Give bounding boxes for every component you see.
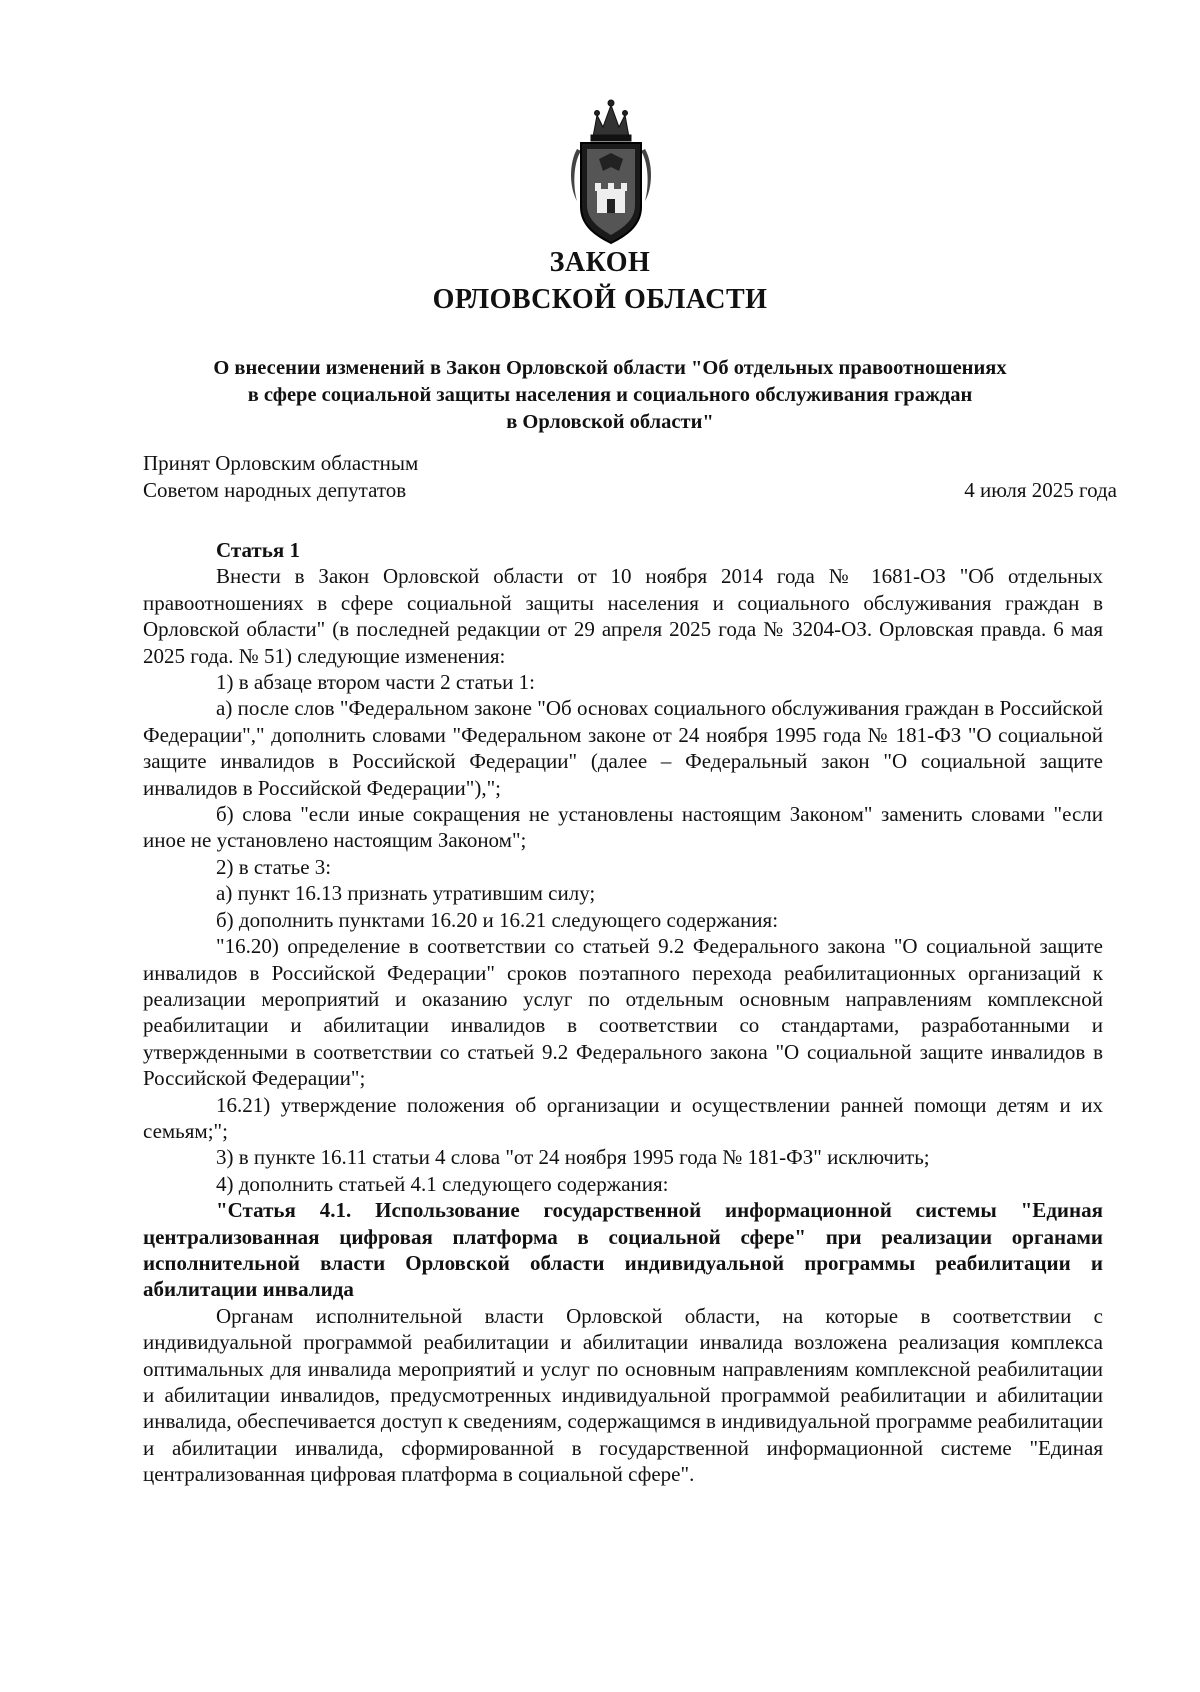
adopted-by-line: Принят Орловским областным — [143, 451, 419, 475]
paragraph: 3) в пункте 16.11 статьи 4 слова "от 24 ноября 1995 года № 181-ФЗ" исключить; — [216, 1145, 930, 1170]
article-4-1-heading: "Статья 4.1. Использование государственной информационной системы "Единая централизованная цифровая платформа в социальной сфере" при реализации органами исполнительной власти Орловской области индивидуальной программы реабилитации и абилитации инвалида — [143, 1198, 1103, 1302]
paragraph: 2) в статье 3: — [216, 854, 332, 879]
paragraph: б) дополнить пунктами 16.20 и 16.21 следующего содержания: — [216, 907, 779, 932]
paragraph: 16.21) утверждение положения об организации и осуществлении ранней помощи детям и их семьям;"; — [143, 1092, 1103, 1143]
document-body — [143, 537, 1103, 1488]
document-subtitle — [140, 355, 1080, 436]
paragraph: а) пункт 16.13 признать утратившим силу; — [216, 881, 596, 906]
coat-of-arms-icon — [563, 97, 659, 245]
paragraph: а) после слов "Федеральном законе "Об основах социального обслуживания граждан в Российской Федерации"," дополнить словами "Федеральном законе от 24 ноября 1995 года № 181-ФЗ "О социальной защите инвалидов в Российской Федерации" (далее – Федеральный закон "О социальной защите инвалидов в Российской Федерации"),"; — [143, 696, 1103, 800]
paragraph: 4) дополнить статьей 4.1 следующего содержания: — [216, 1171, 669, 1196]
adopted-by — [143, 450, 418, 504]
paragraph: Органам исполнительной власти Орловской области, на которые в соответствии с индивидуальной программой реабилитации и абилитации инвалида возложена реализация комплекса оптимальных для инвалида мероприятий и услуг по основным направлениям комплексной реабилитации и абилитации инвалидов, предусмотренных индивидуальной программой реабилитации и абилитации инвалида, обеспечивается доступ к сведениям, содержащимся в индивидуальной программе реабилитации и абилитации инвалида, сформированной в государственной информационной системе "Единая централизованная цифровая платформа в социальной сфере". — [143, 1303, 1103, 1487]
paragraph: Внести в Закон Орловской области от 10 ноября 2014 года № 1681-ОЗ "Об отдельных правоотношениях в сфере социальной защиты населения и социального обслуживания граждан в Орловской области" (в последней редакции от 29 апреля 2025 года № 3204-ОЗ. Орловская правда. 6 мая 2025 года. № 51) следующие изменения: — [143, 564, 1103, 668]
document-title-region: ОРЛОВСКОЙ ОБЛАСТИ — [432, 284, 768, 315]
subtitle-line: О внесении изменений в Закон Орловской области "Об отдельных правоотношениях — [213, 357, 1007, 379]
adopted-by-line: Советом народных депутатов — [143, 478, 407, 502]
subtitle-line: в сфере социальной защиты населения и социального обслуживания граждан — [247, 384, 973, 406]
subtitle-line: в Орловской области" — [506, 411, 714, 433]
paragraph: 1) в абзаце втором части 2 статьи 1: — [216, 670, 535, 695]
paragraph: б) слова "если иные сокращения не установлены настоящим Законом" заменить словами "если иное не установлено настоящим Законом"; — [143, 802, 1103, 853]
article-heading: Статья 1 — [216, 538, 300, 562]
adoption-date: 4 июля 2025 года — [964, 478, 1117, 502]
document-title: ЗАКОН — [549, 247, 651, 278]
paragraph: "16.20) определение в соответствии со статьей 9.2 Федерального закона "О социальной защите инвалидов в Российской Федерации" сроков поэтапного перехода реабилитационных организаций к реализации мероприятий и оказанию услуг по отдельным основным направлениям комплексной реабилитации и абилитации инвалидов в соответствии со стандартами, разработанными и утвержденными в соответствии со статьей 9.2 Федерального закона "О социальной защите инвалидов в Российской Федерации"; — [143, 934, 1103, 1091]
